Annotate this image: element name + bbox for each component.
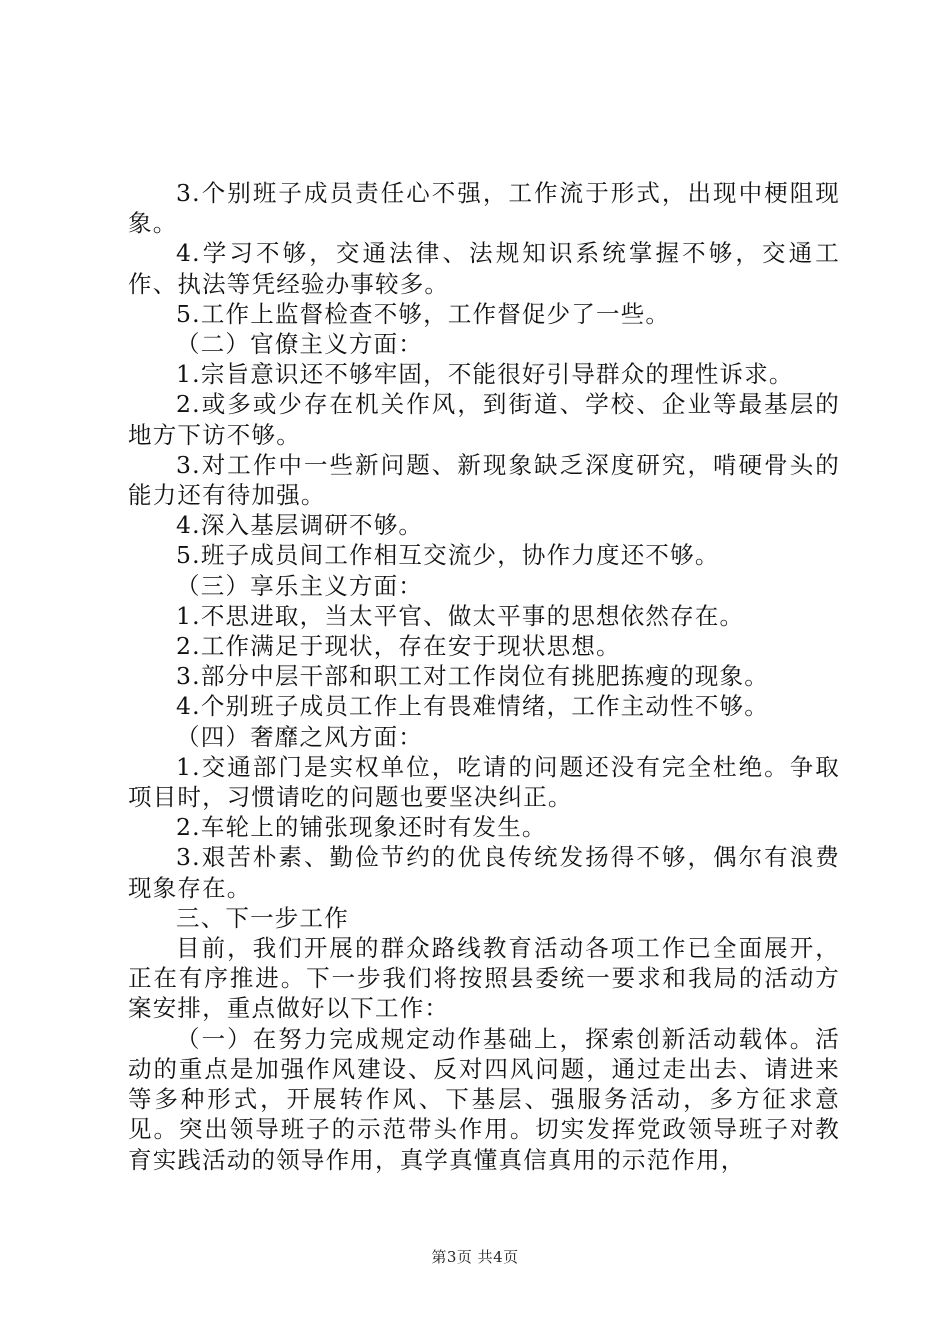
paragraph: 1.宗旨意识还不够牢固，不能很好引导群众的理性诉求。: [176, 360, 794, 389]
paragraph: 3.部分中层干部和职工对工作岗位有挑肥拣瘦的现象。: [176, 662, 769, 691]
paragraph: 4.学习不够，交通法律、法规知识系统掌握不够，交通工作、执法等凭经验办事较多。: [128, 239, 840, 298]
paragraph: 4.深入基层调研不够。: [176, 511, 424, 540]
paragraph: 1.不思进取，当太平官、做太平事的思想依然存在。: [176, 601, 745, 630]
paragraph: 2.或多或少存在机关作风，到街道、学校、企业等最基层的地方下访不够。: [128, 390, 840, 449]
paragraph: 3.个别班子成员责任心不强，工作流于形式，出现中梗阻现象。: [128, 179, 840, 238]
paragraph: 5.工作上监督检查不够，工作督促少了一些。: [176, 299, 671, 328]
paragraph: 2.车轮上的铺张现象还时有发生。: [176, 813, 547, 842]
section-heading: （三）享乐主义方面：: [176, 571, 423, 600]
section-heading: （二）官僚主义方面：: [176, 330, 423, 359]
paragraph: 2.工作满足于现状，存在安于现状思想。: [176, 632, 621, 661]
paragraph: （一）在努力完成规定动作基础上，探索创新活动载体。活动的重点是加强作风建设、反对四风问题，通过走出去、请进来等多种形式，开展转作风、下基层、强服务活动，多方征求意见。突出领导班子的示范带头作用。切实发挥党政领导班子对教育实践活动的领导作用，真学真懂真信真用的示范作用，: [128, 1024, 840, 1174]
document-body: [128, 178, 840, 1175]
section-heading: （四）奢靡之风方面：: [176, 722, 423, 751]
paragraph: 5.班子成员间工作相互交流少，协作力度还不够。: [176, 541, 720, 570]
page-number-footer: 第3页 共4页: [431, 1248, 519, 1266]
section-heading: 三、下一步工作: [176, 903, 349, 932]
paragraph: 3.艰苦朴素、勤俭节约的优良传统发扬得不够，偶尔有浪费现象存在。: [128, 843, 840, 902]
paragraph: 目前，我们开展的群众路线教育活动各项工作已全面展开，正在有序推进。下一步我们将按照县委统一要求和我局的活动方案安排，重点做好以下工作：: [128, 934, 840, 1023]
paragraph: 4.个别班子成员工作上有畏难情绪，工作主动性不够。: [176, 692, 769, 721]
paragraph: 1.交通部门是实权单位，吃请的问题还没有完全杜绝。争取项目时，习惯请吃的问题也要坚决纠正。: [128, 752, 840, 812]
paragraph: 3.对工作中一些新问题、新现象缺乏深度研究，啃硬骨头的能力还有待加强。: [128, 450, 840, 510]
